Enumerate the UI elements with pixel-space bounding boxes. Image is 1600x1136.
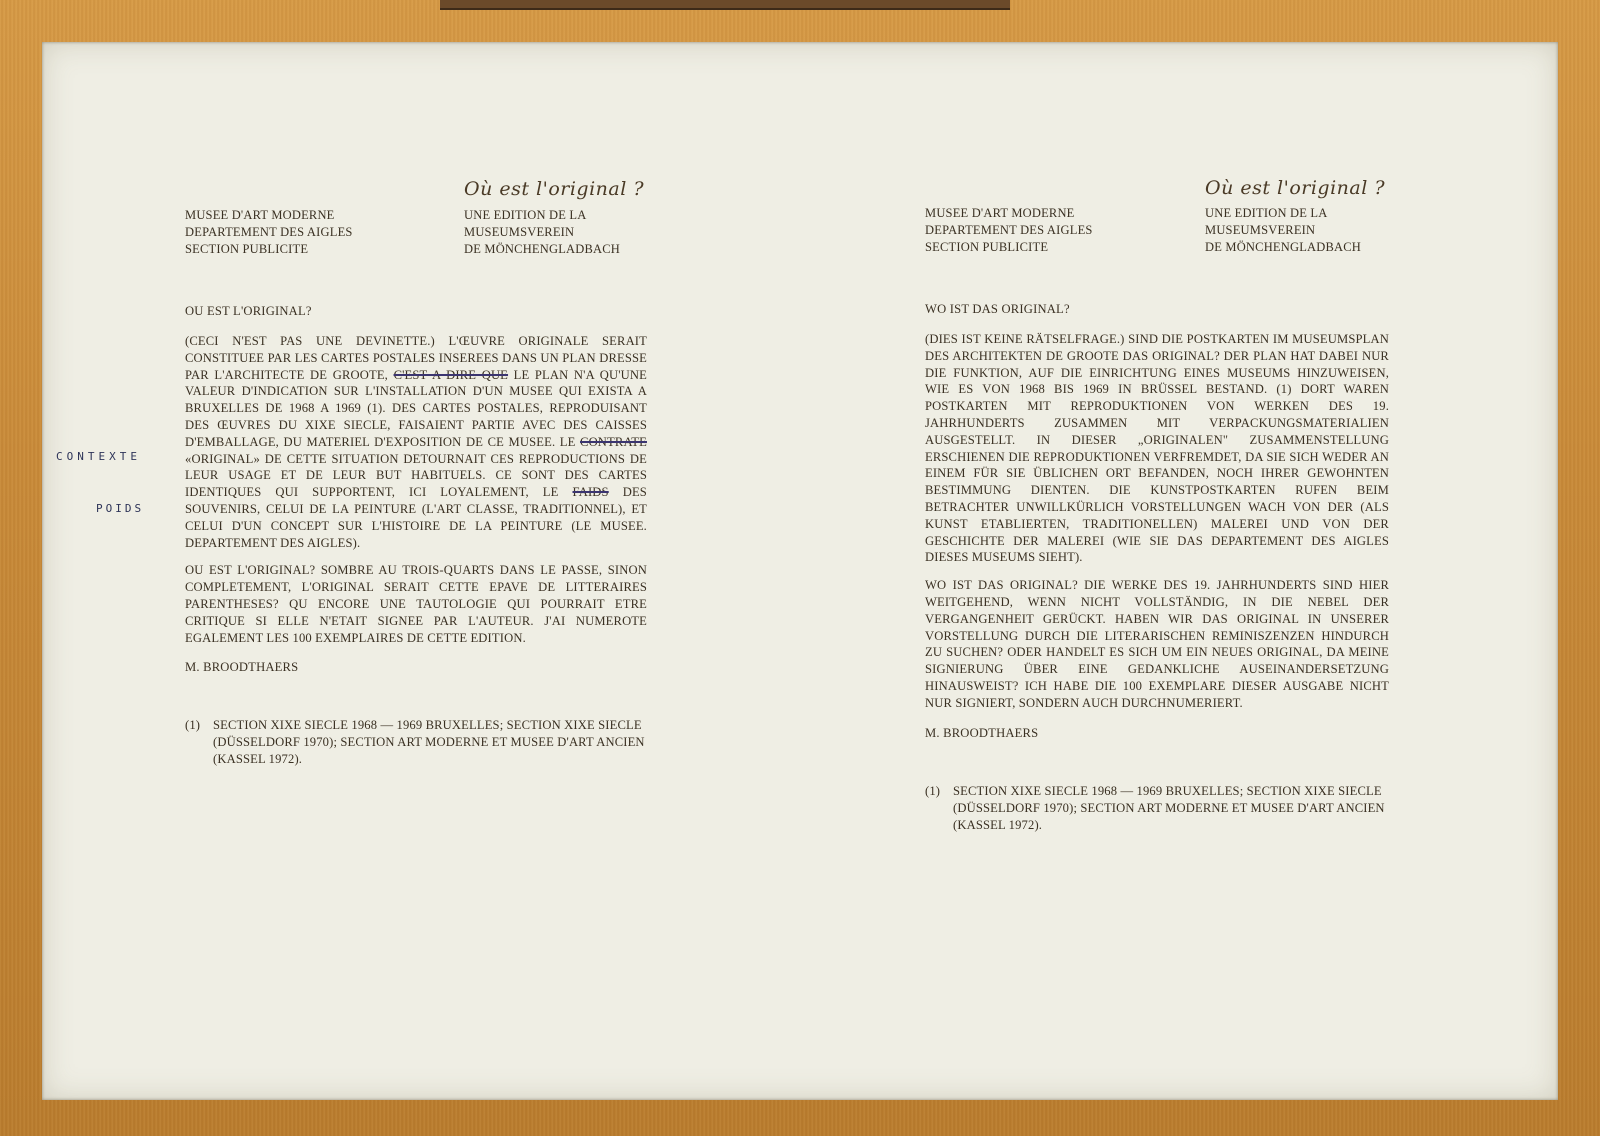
strikethrough-2: CONTRATE <box>580 434 647 449</box>
right-script-title: Où est l'original ? <box>1205 177 1386 199</box>
right-header-institution: MUSEE D'ART MODERNE DEPARTEMENT DES AIGLES SECTION PUBLICITE <box>925 206 1093 254</box>
margin-note-contexte: CONTEXTE <box>56 450 141 463</box>
right-signature: M. BROODTHAERS <box>925 725 1039 740</box>
right-footnote: (1) SECTION XIXE SIECLE 1968 — 1969 BRUXELLES; SECTION XIXE SIECLE (DÜSSELDORF 1970); SECTION ART MODERNE ET MUSEE D'ART ANCIEN (KASSEL 1972). <box>925 783 1385 832</box>
right-header-edition: UNE EDITION DE LA MUSEUMSVEREIN DE MÖNCHENGLADBACH <box>1205 206 1362 254</box>
left-body <box>185 333 647 646</box>
document-sheet <box>42 42 1558 1100</box>
left-header-institution: MUSEE D'ART MODERNE DEPARTEMENT DES AIGLES SECTION PUBLICITE <box>185 208 353 256</box>
left-footnote: (1) SECTION XIXE SIECLE 1968 — 1969 BRUXELLES; SECTION XIXE SIECLE (DÜSSELDORF 1970); SECTION ART MODERNE ET MUSEE D'ART ANCIEN (KASSEL 1972). <box>185 718 645 767</box>
margin-note-poids: POIDS <box>96 502 145 515</box>
left-paragraph-1: (CECI N'EST PAS UNE DEVINETTE.) L'ŒUVRE ORIGINALE SERAIT CONSTITUEE PAR LES CARTES POSTALES INSEREES DANS UN PLAN DRESSE PAR L'ARCHITECTE DE GROOTE, C'EST A DIRE QUE LE PLAN N'A QU'UNE VALEUR D'INDICATION SUR L'INSTALLATION D'UN MUSEE QUI EXISTA A BRUXELLES DE 1968 A 1969 (1). DES CARTES POSTALES, REPRODUISANT DES ŒUVRES DU XIXE SIECLE, FAISAIENT PARTIE AVEC DES CAISSES D'EMBALLAGE, DU MATERIEL D'EXPOSITION DE CE MUSEE. LE CONTRATE «ORIGINAL» DE CETTE SITUATION DETOURNAIT CES REPRODUCTIONS DE LEUR USAGE ET DE LEUR BUT HABITUELS. CE SONT DES CARTES IDENTIQUES QUI SUPPORTENT, ICI LOYALEMENT, LE FAIDS DES SOUVENIRS, CELUI DE LA PEINTURE (L'ART CLASSE, TRADITIONNEL), ET CELUI D'UN CONCEPT SUR L'HISTOIRE DE LA PEINTURE (LE MUSEE. DEPARTEMENT DES AIGLES). <box>185 334 647 550</box>
right-text-block <box>925 302 1389 834</box>
left-paragraph-2: OU EST L'ORIGINAL? SOMBRE AU TROIS-QUARTS DANS LE PASSE, SINON COMPLETEMENT, L'ORIGINAL SERAIT CETTE EPAVE DE LITTERAIRES PARENTHESES? QU ENCORE UNE TAUTOLOGIE QUI POURRAIT ETRE CRITIQUE SI ELLE N'ETAIT SIGNEE PAR L'AUTEUR. J'AI NUMEROTE EGALEMENT LES 100 EXEMPLAIRES DE CETTE EDITION. <box>185 563 647 645</box>
right-paragraph-1: (DIES IST KEINE RÄTSELFRAGE.) SIND DIE POSTKARTEN IM MUSEUMSPLAN DES ARCHITEKTEN DE GROOTE DAS ORIGINAL? DER PLAN HAT DABEI NUR DIE FUNKTION, AUF DIE EINRICHTUNG EINES MUSEUMS HINZUWEISEN, WIE ES VON 1968 BIS 1969 IN BRÜSSEL BESTAND. (1) DORT WAREN POSTKARTEN MIT REPRODUKTIONEN VON WERKEN DES 19. JAHRHUNDERTS ZUSAMMEN MIT VERPACKUNGSMATERIALIEN AUSGESTELLT. IN DIESER „ORIGINALEN" ZUSAMMENSTELLUNG ERSCHIENEN DIE REPRODUKTIONEN VERFREMDET, DA SIE SICH WEDER AN EINEM FÜR SIE ÜBLICHEN ORT BEFANDEN, NOCH IHRER GEWOHNTEN BESTIMMUNG DIENTEN. DIE KUNSTPOSTKARTEN RUFEN BEIM BETRACHTER UNWILLKÜRLICH VORSTELLUNGEN WACH VON DER (ALS KUNST ETABLIERTEN, TRADITIONELLEN) MALEREI UND VON DER GESCHICHTE DER MALEREI (WIE SIE DAS DEPARTEMENT DES AIGLES DIESES MUSEUMS SIEHT). <box>925 332 1389 565</box>
right-paragraph-2: WO IST DAS ORIGINAL? DIE WERKE DES 19. JAHRHUNDERTS SIND HIER WEITGEHEND, WENN NICHT VOLLSTÄNDIG, IN DIE NEBEL DER VERGANGENHEIT GERÜCKT. HABEN WIR DAS ORIGINAL IN UNSERER VORSTELLUNG DURCH DIE LITERARISCHEN REMINISZENZEN HINDURCH ZU SUCHEN? ODER HANDELT ES SICH UM EIN NEUES ORIGINAL, DA MEINE SIGNIERUNG ÜBER EINE GEDANKLICHE AUSEINANDERSETZUNG HINAUSWEIST? ICH HABE DIE 100 EXEMPLARE DIESER AUSGABE NICHT NUR SIGNIERT, SONDERN AUCH DURCHNUMERIERT. <box>925 578 1389 710</box>
strikethrough-1: C'EST A DIRE QUE <box>393 367 509 382</box>
left-header-edition: UNE EDITION DE LA MUSEUMSVEREIN DE MÖNCHENGLADBACH <box>464 208 621 256</box>
frame-hanger <box>440 0 1010 10</box>
right-heading: WO IST DAS ORIGINAL? <box>925 302 1070 316</box>
left-heading: OU EST L'ORIGINAL? <box>185 304 312 318</box>
left-text-block <box>185 304 647 768</box>
left-script-title: Où est l'original ? <box>464 178 645 200</box>
strikethrough-3: FAIDS <box>572 485 609 500</box>
right-body <box>925 331 1389 712</box>
left-signature: M. BROODTHAERS <box>185 660 299 675</box>
